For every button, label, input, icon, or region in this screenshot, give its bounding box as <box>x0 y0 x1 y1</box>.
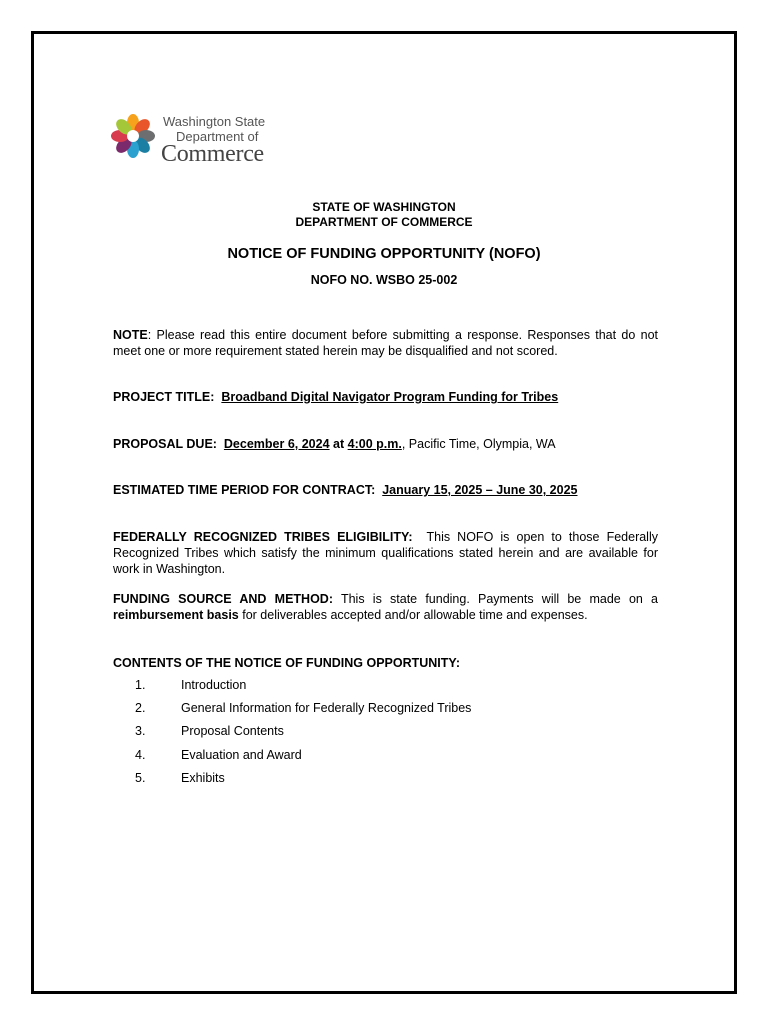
header-state: STATE OF WASHINGTON <box>312 200 456 214</box>
commerce-logo <box>108 104 283 174</box>
project-title-line <box>113 389 658 405</box>
contents-heading: CONTENTS OF THE NOTICE OF FUNDING OPPORTUNITY: <box>113 656 460 670</box>
proposal-due-line <box>113 436 658 452</box>
eligibility-paragraph <box>113 529 658 577</box>
contents-item-number: 2. <box>135 701 146 715</box>
header-department: DEPARTMENT OF COMMERCE <box>295 215 473 229</box>
funding-paragraph <box>113 591 658 623</box>
funding-text-1: This is state funding. Payments will be made on a <box>340 592 659 606</box>
eligibility-text: This NOFO is open to those Federally Recognized Tribes which satisfy the minimum qualifications stated herein and are available for work in Washington. <box>113 530 658 576</box>
note-label: NOTE <box>113 328 148 342</box>
contents-item-label: Evaluation and Award <box>181 748 302 762</box>
contents-item-label: Exhibits <box>181 771 225 785</box>
project-title-label: PROJECT TITLE: <box>113 390 215 404</box>
contents-item-label: Proposal Contents <box>181 724 284 738</box>
note-text: : Please read this entire document before submitting a response. Responses that do not meet one or more requirement stated herein may be disqualified and not scored. <box>113 328 658 358</box>
contents-item-number: 5. <box>135 771 146 785</box>
time-period-value: January 15, 2025 – June 30, 2025 <box>382 483 578 497</box>
logo-line-1: Washington State <box>163 114 266 129</box>
proposal-due-time: 4:00 p.m. <box>347 437 402 451</box>
contents-item-number: 1. <box>135 678 146 692</box>
note-paragraph <box>113 327 658 359</box>
funding-label: FUNDING SOURCE AND METHOD: <box>113 592 333 606</box>
proposal-due-rest: , Pacific Time, Olympia, WA <box>401 437 556 451</box>
contents-item-label: General Information for Federally Recognized Tribes <box>181 701 472 715</box>
contents-item-number: 3. <box>135 724 146 738</box>
proposal-due-label: PROPOSAL DUE: <box>113 437 217 451</box>
eligibility-label: FEDERALLY RECOGNIZED TRIBES ELIGIBILITY: <box>113 530 413 544</box>
contents-item-number: 4. <box>135 748 146 762</box>
document-title: NOTICE OF FUNDING OPPORTUNITY (NOFO) <box>227 246 541 262</box>
proposal-due-at: at <box>333 437 345 451</box>
nofo-number: NOFO NO. WSBO 25-002 <box>310 273 458 287</box>
commerce-flower-icon <box>108 110 158 162</box>
project-title-value: Broadband Digital Navigator Program Funding for Tribes <box>221 390 559 404</box>
funding-bold: reimbursement basis <box>113 608 239 622</box>
funding-text-2: for deliverables accepted and/or allowable time and expenses. <box>242 608 588 622</box>
time-period-line <box>113 482 658 498</box>
logo-line-3: Commerce <box>161 141 264 167</box>
contents-item-label: Introduction <box>181 678 247 692</box>
time-period-label: ESTIMATED TIME PERIOD FOR CONTRACT: <box>113 483 376 497</box>
logo-line-2: Department of <box>176 129 259 144</box>
page-border <box>31 31 737 994</box>
proposal-due-date: December 6, 2024 <box>223 437 330 451</box>
